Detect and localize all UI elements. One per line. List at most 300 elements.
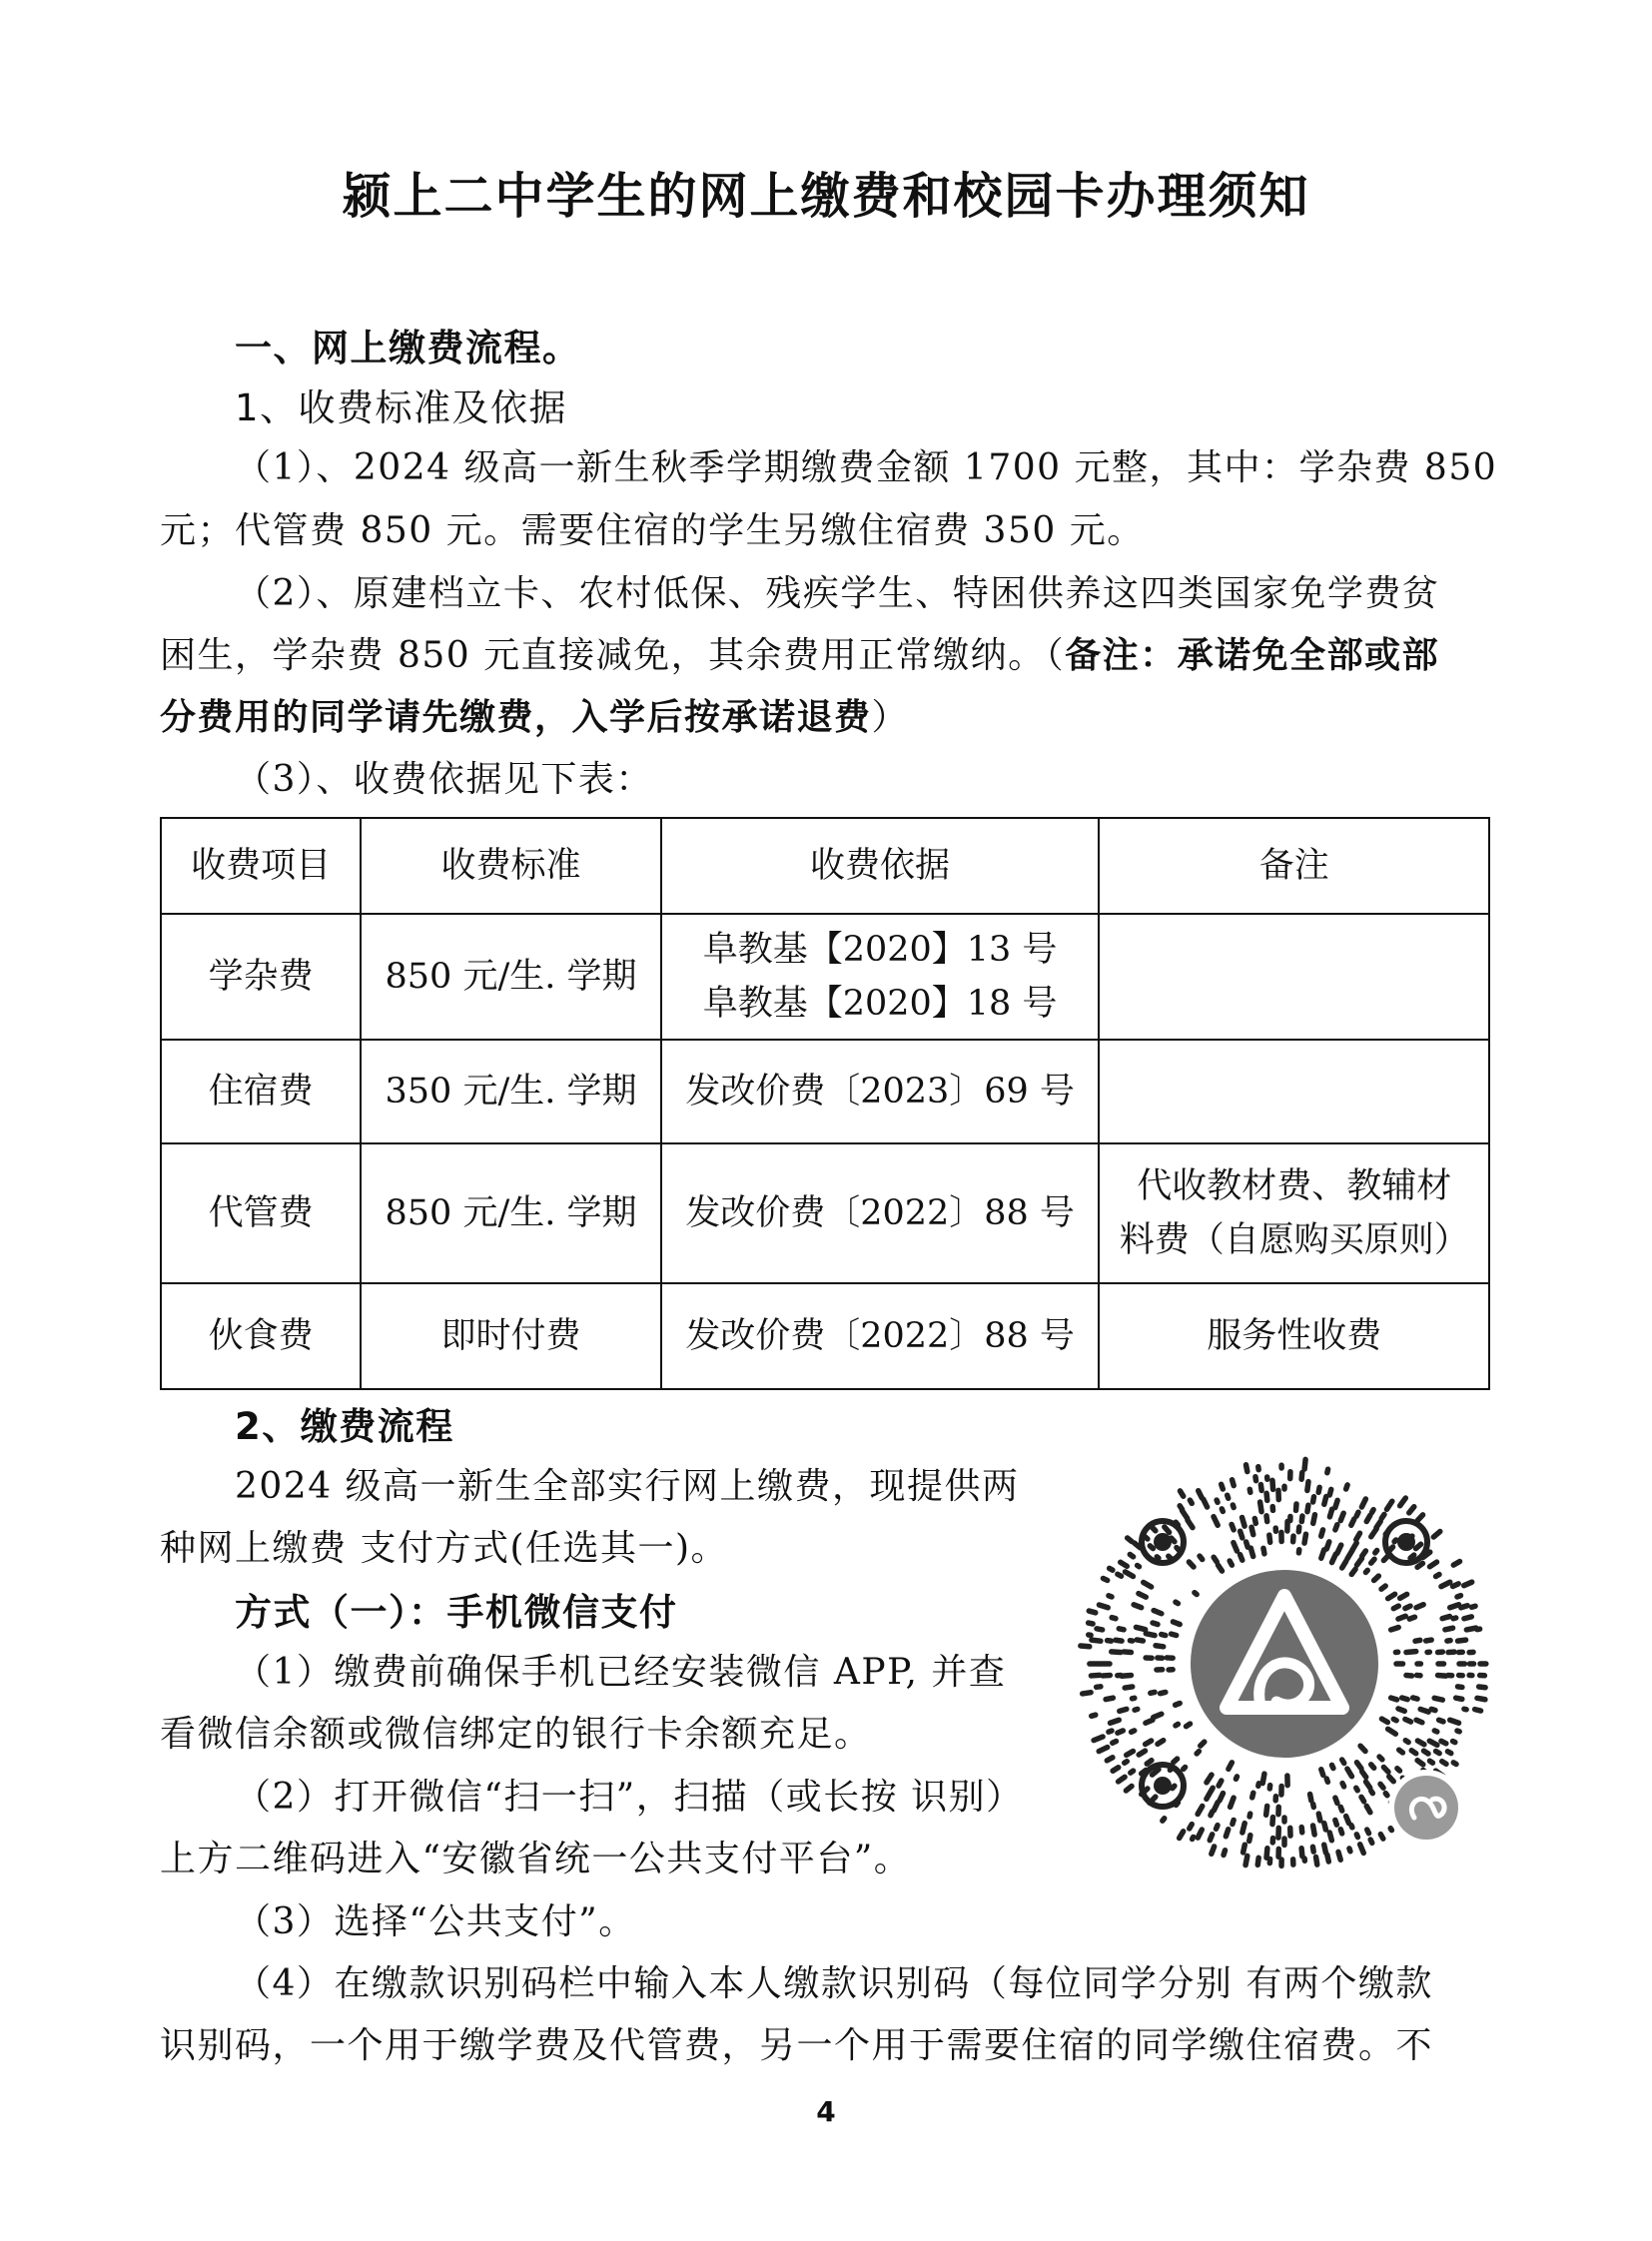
paragraph-line: （1）、2024 级高一新生秋季学期缴费金额 1700 元整，其中：学杂费 850: [235, 447, 1498, 488]
qr-dash: [1147, 1761, 1152, 1764]
qr-dash: [1200, 1556, 1203, 1559]
qr-dash: [1220, 1794, 1223, 1801]
qr-dash: [1385, 1794, 1387, 1796]
qr-dash: [1246, 1465, 1247, 1472]
qr-dash: [1214, 1517, 1218, 1526]
qr-dash: [1337, 1545, 1341, 1553]
qr-dash: [1351, 1826, 1352, 1828]
qr-dash: [1207, 1775, 1212, 1783]
qr-dash: [1324, 1497, 1326, 1505]
qr-dash: [1298, 1527, 1299, 1532]
qr-dash: [1226, 1830, 1228, 1837]
qr-finder-dot: [1397, 1533, 1415, 1551]
cell-line: 阜教基【2020】13 号: [702, 929, 1058, 970]
qr-dash: [1120, 1709, 1127, 1711]
qr-dash: [1318, 1487, 1319, 1492]
qr-dash: [1242, 1517, 1245, 1526]
qr-dash: [1097, 1687, 1101, 1688]
qr-dash: [1146, 1634, 1155, 1636]
qr-dash: [1461, 1606, 1467, 1608]
qr-dash: [1342, 1784, 1344, 1787]
qr-dash: [1413, 1698, 1417, 1699]
qr-dash: [1173, 1622, 1180, 1625]
qr-dash: [1406, 1652, 1416, 1653]
qr-dash: [1139, 1751, 1145, 1755]
qr-dash: [1266, 1493, 1267, 1500]
qr-dash: [1234, 1543, 1238, 1551]
qr-dash: [1342, 1760, 1344, 1763]
qr-dash: [1416, 1544, 1421, 1548]
qr-dash: [1479, 1687, 1485, 1688]
page-number: 4: [816, 2095, 836, 2128]
qr-dash: [1393, 1606, 1398, 1609]
qr-dash: [1146, 1741, 1152, 1744]
qr-dash: [1250, 1548, 1252, 1556]
qr-dash: [1186, 1724, 1190, 1727]
qr-dash: [1335, 1525, 1337, 1530]
qr-dash: [1472, 1606, 1475, 1607]
qr-dash: [1340, 1830, 1341, 1834]
qr-dash: [1188, 1520, 1193, 1527]
paragraph-line: [160, 689, 909, 740]
qr-dash: [1318, 1814, 1320, 1821]
qr-dash: [1371, 1791, 1373, 1793]
qr-dash: [1405, 1741, 1408, 1743]
qr-dash: [1453, 1742, 1455, 1743]
qr-dash: [1154, 1611, 1162, 1614]
paragraph-text: ）: [871, 697, 910, 738]
qr-dash: [1356, 1512, 1358, 1516]
qr-dash: [1249, 1814, 1250, 1817]
qr-dash: [1260, 1502, 1261, 1512]
qr-dash: [1393, 1719, 1396, 1720]
qr-dash: [1356, 1835, 1357, 1838]
qr-dash: [1131, 1771, 1134, 1773]
qr-dash: [1434, 1731, 1437, 1732]
qr-dash: [1254, 1519, 1255, 1524]
qr-dash: [1372, 1510, 1374, 1513]
qr-dash: [1376, 1521, 1380, 1527]
qr-dash: [1379, 1757, 1382, 1760]
qr-dash: [1109, 1731, 1112, 1732]
qr-dash: [1112, 1618, 1116, 1619]
qr-dash: [1329, 1489, 1330, 1495]
cell-line: 阜教基【2020】18 号: [702, 984, 1058, 1024]
qr-dash: [1335, 1798, 1337, 1803]
qr-dash: [1371, 1559, 1374, 1563]
table-cell: 350 元/生. 学期: [361, 1040, 660, 1143]
qr-dash: [1442, 1617, 1449, 1619]
qr-dash: [1301, 1849, 1302, 1857]
qr-dash: [1125, 1687, 1133, 1688]
qr-dash: [1230, 1561, 1232, 1565]
qr-dash: [1391, 1628, 1399, 1630]
qr-dash: [1464, 1582, 1472, 1586]
qr-dash: [1398, 1616, 1405, 1619]
qr-dash: [1409, 1617, 1414, 1619]
qr-dash: [1307, 1505, 1308, 1511]
qr-dash: [1380, 1784, 1383, 1788]
qr-dash: [1397, 1769, 1400, 1771]
qr-dash: [1356, 1533, 1360, 1540]
qr-dash: [1094, 1737, 1103, 1741]
table-row: [161, 1040, 1489, 1143]
qr-dash: [1453, 1584, 1459, 1587]
qr-dash: [1116, 1640, 1122, 1641]
qr-dash: [1121, 1562, 1128, 1566]
qr-dash: [1199, 1491, 1203, 1498]
wechat-mini-program-code-icon: [1077, 1456, 1492, 1871]
qr-dash: [1329, 1833, 1331, 1841]
qr-dash: [1222, 1509, 1223, 1512]
qr-finder-dot: [1154, 1533, 1172, 1551]
qr-dash: [1366, 1515, 1370, 1521]
qr-dash: [1229, 1763, 1232, 1770]
qr-dash: [1089, 1623, 1093, 1624]
qr-dash: [1331, 1765, 1332, 1768]
qr-dash: [1240, 1555, 1242, 1561]
qr-dash: [1161, 1692, 1166, 1693]
qr-dash: [1409, 1507, 1414, 1513]
qr-dash: [1138, 1566, 1140, 1567]
qr-dash: [1163, 1819, 1165, 1821]
qr-dash: [1415, 1640, 1420, 1641]
qr-dash: [1441, 1741, 1446, 1743]
table-cell: 服务性收费: [1099, 1283, 1489, 1389]
qr-dash: [1111, 1720, 1120, 1723]
qr-dash: [1081, 1646, 1090, 1647]
qr-dash: [1113, 1768, 1119, 1771]
qr-dash: [1356, 1763, 1360, 1769]
paragraph-line: 元；代管费 850 元。需要住宿的学生另缴住宿费 350 元。: [160, 510, 1145, 551]
qr-dash: [1429, 1741, 1437, 1745]
qr-dash: [1201, 1742, 1205, 1746]
qr-dash: [1157, 1557, 1159, 1558]
qr-dash: [1233, 1480, 1235, 1486]
qr-dash: [1417, 1563, 1422, 1567]
qr-dash: [1176, 1602, 1178, 1603]
qr-dash: [1442, 1762, 1446, 1765]
qr-dash: [1340, 1807, 1341, 1811]
qr-dash: [1450, 1605, 1459, 1608]
qr-dash: [1327, 1469, 1328, 1473]
qr-dash: [1361, 1499, 1365, 1507]
qr-dash: [1450, 1720, 1459, 1723]
qr-dash: [1400, 1498, 1406, 1506]
qr-dash: [1453, 1618, 1456, 1619]
table-header: 收费项目: [161, 818, 361, 914]
qr-dash: [1464, 1617, 1471, 1619]
qr-dash: [1198, 1806, 1203, 1814]
qr-dash: [1083, 1693, 1091, 1694]
qr-dash: [1266, 1516, 1267, 1522]
qr-dash: [1399, 1750, 1403, 1753]
qr-dash: [1316, 1857, 1317, 1865]
qr-dash: [1211, 1812, 1213, 1816]
qr-dash: [1119, 1629, 1124, 1630]
qr-dash: [1457, 1596, 1460, 1597]
qr-dash: [1457, 1731, 1459, 1732]
qr-dash: [1232, 1524, 1234, 1529]
mini-program-badge-icon: [1394, 1776, 1458, 1840]
qr-dash: [1439, 1720, 1443, 1722]
qr-dash: [1321, 1550, 1324, 1558]
table-cell: 代管费: [161, 1143, 361, 1283]
qr-dash: [1464, 1709, 1466, 1710]
table-row: [161, 914, 1489, 1040]
qr-dash: [1381, 1514, 1384, 1518]
qr-dash: [1313, 1515, 1315, 1524]
qr-dash: [1107, 1758, 1113, 1761]
qr-dash: [1445, 1628, 1453, 1630]
qr-dash: [1118, 1731, 1123, 1733]
qr-dash: [1233, 1820, 1234, 1824]
paragraph-line: （3）选择“公共支付”。: [235, 1901, 636, 1942]
qr-dash: [1184, 1767, 1186, 1769]
table-row: [161, 1283, 1489, 1389]
qr-dash: [1207, 1797, 1208, 1799]
qr-dash: [1190, 1825, 1193, 1829]
paragraph-line: （3）、收费依据见下表：: [235, 759, 653, 800]
qr-dash: [1405, 1606, 1410, 1608]
qr-dash: [1262, 1774, 1264, 1783]
qr-dash: [1420, 1709, 1428, 1712]
qr-dash: [1342, 1561, 1346, 1568]
qr-dash: [1326, 1779, 1327, 1782]
qr-dash: [1097, 1629, 1103, 1630]
qr-dash: [1146, 1720, 1153, 1723]
qr-dash: [1388, 1594, 1395, 1598]
qr-dash: [1313, 1826, 1315, 1835]
qr-dash: [1218, 1565, 1222, 1571]
qr-dash: [1417, 1761, 1423, 1765]
qr-dash: [1151, 1692, 1155, 1693]
qr-dash: [1390, 1829, 1391, 1831]
qr-dash: [1252, 1793, 1253, 1798]
qr-dash: [1195, 1593, 1197, 1595]
qr-dash: [1430, 1761, 1433, 1763]
qr-dash: [1458, 1687, 1462, 1688]
qr-dash: [1424, 1751, 1429, 1754]
qr-finder-dot: [1154, 1777, 1172, 1795]
qr-dash: [1125, 1762, 1128, 1764]
table-header: 备注: [1099, 818, 1489, 914]
qr-dash: [1150, 1546, 1153, 1549]
table-header: 收费标准: [361, 818, 660, 914]
qr-dash: [1112, 1652, 1121, 1653]
qr-dash: [1447, 1752, 1450, 1754]
paragraph-line: （1）缴费前确保手机已经安装微信 APP, 并查: [235, 1652, 1007, 1693]
qr-dash: [1321, 1770, 1323, 1776]
qr-dash: [1092, 1715, 1096, 1716]
qr-dash: [1406, 1675, 1412, 1676]
table-cell: 发改价费〔2023〕69 号: [661, 1040, 1100, 1143]
paragraph-line: 看微信余额或微信绑定的银行卡余额充足。: [160, 1714, 872, 1755]
qr-dash: [1222, 1484, 1224, 1489]
qr-dash: [1109, 1596, 1112, 1597]
qr-dash: [1260, 1485, 1261, 1491]
qr-dash: [1388, 1729, 1396, 1734]
qr-dash: [1127, 1752, 1134, 1756]
qr-dash: [1301, 1516, 1302, 1521]
qr-dash: [1340, 1513, 1343, 1520]
qr-dash: [1266, 1849, 1267, 1859]
qr-dash: [1128, 1538, 1132, 1541]
qr-dash: [1430, 1562, 1437, 1567]
paragraph-text: 困生，学杂费 850 元直接减免，其余费用正常缴纳。（: [160, 635, 1066, 676]
qr-dash: [1386, 1501, 1391, 1509]
table-cell: 即时付费: [361, 1283, 660, 1389]
table-cell: [661, 914, 1100, 1040]
qr-dash: [1475, 1710, 1481, 1711]
qr-dash: [1304, 1459, 1305, 1469]
qr-dash: [1456, 1698, 1462, 1699]
qr-dash: [1154, 1714, 1162, 1717]
qr-dash: [1103, 1578, 1107, 1580]
qr-dash: [1383, 1767, 1388, 1772]
table-row: [161, 1143, 1489, 1283]
qr-dash: [1137, 1640, 1143, 1641]
qr-dash: [1130, 1554, 1133, 1556]
table-cell: 发改价费〔2022〕88 号: [661, 1283, 1100, 1389]
qr-dash: [1272, 1480, 1273, 1489]
note-bold-text: 分费用的同学请先缴费，入学后按承诺退费: [160, 697, 872, 738]
qr-dash: [1180, 1832, 1184, 1839]
table-cell: 发改价费〔2022〕88 号: [661, 1143, 1100, 1283]
qr-dash: [1391, 1698, 1397, 1700]
qr-dash: [1214, 1803, 1218, 1811]
qr-dash: [1242, 1824, 1244, 1833]
qr-dash: [1099, 1748, 1107, 1752]
qr-dash: [1136, 1627, 1145, 1629]
qr-dash: [1243, 1845, 1245, 1853]
qr-dash: [1360, 1845, 1364, 1854]
qr-dash: [1158, 1741, 1164, 1745]
qr-dash: [1453, 1561, 1459, 1565]
qr-dash: [1301, 1828, 1302, 1833]
qr-dash: [1135, 1709, 1138, 1710]
subheading-fee-standard: 1、收费标准及依据: [235, 386, 568, 429]
qr-dash: [1310, 1795, 1311, 1801]
qr-dash: [1433, 1532, 1439, 1537]
qr-dash: [1119, 1777, 1125, 1782]
qr-dash: [1410, 1555, 1414, 1558]
qr-dash: [1219, 1781, 1222, 1786]
qr-dash: [1224, 1851, 1225, 1856]
qr-dash: [1156, 1646, 1164, 1647]
table-header-row: [161, 818, 1489, 914]
qr-dash: [1374, 1576, 1379, 1580]
qr-dash: [1356, 1558, 1361, 1565]
qr-dash: [1153, 1623, 1158, 1625]
qr-dash: [1434, 1698, 1442, 1700]
qr-dash: [1189, 1562, 1194, 1567]
qr-dash: [1416, 1605, 1423, 1608]
subheading-payment-process: 2、缴费流程: [235, 1405, 454, 1448]
qr-dash: [1162, 1635, 1166, 1636]
paragraph-line: （2）打开微信“扫一扫”，扫描（或长按 识别）: [235, 1777, 1024, 1818]
qr-dash: [1174, 1759, 1178, 1762]
qr-dash: [1108, 1641, 1112, 1642]
qr-dash: [1426, 1640, 1432, 1641]
qr-dash: [1360, 1746, 1365, 1751]
cell-line: 代收教材费、教辅材: [1137, 1165, 1452, 1206]
table-header: 收费依据: [661, 818, 1100, 914]
qr-dash: [1362, 1551, 1366, 1556]
qr-dash: [1249, 1489, 1250, 1492]
qr-dash: [1313, 1805, 1314, 1808]
qr-dash: [1349, 1849, 1350, 1852]
qr-dash: [1365, 1570, 1367, 1572]
qr-dash: [1351, 1569, 1355, 1574]
qr-dash: [1210, 1835, 1212, 1841]
qr-dash: [1266, 1806, 1267, 1815]
qr-dash: [1217, 1500, 1218, 1502]
paragraph-line: （4）在缴款识别码栏中输入本人缴款识别码（每位同学分别 有两个缴款: [235, 1963, 1433, 2004]
qr-dash: [1380, 1835, 1382, 1839]
qr-dash: [1356, 1788, 1357, 1791]
note-bold-text: 备注：承诺免全部或部: [1065, 635, 1440, 676]
qr-dash: [1236, 1777, 1237, 1779]
qr-dash: [1246, 1542, 1248, 1547]
qr-dash: [1312, 1847, 1313, 1852]
table-cell: [1099, 1143, 1489, 1283]
qr-dash: [1411, 1751, 1415, 1754]
qr-dash: [1172, 1634, 1177, 1635]
table-cell: [1099, 914, 1489, 1040]
paragraph-line: （2）、原建档立卡、农村低保、残疾学生、特困供养这四类国家免学费贫: [235, 573, 1440, 614]
qr-dash: [1335, 1820, 1337, 1825]
qr-code-graphic: [1077, 1456, 1492, 1871]
qr-dash: [1371, 1765, 1374, 1768]
paragraph-line: [160, 627, 1439, 678]
qr-dash: [1402, 1698, 1407, 1700]
qr-dash: [1255, 1477, 1256, 1481]
section-heading-online-payment: 一、网上缴费流程。: [235, 327, 581, 370]
qr-dash: [1375, 1551, 1377, 1553]
paragraph-line: 识别码，一个用于缴学费及代管费，另一个用于需要住宿的同学缴住宿费。不: [160, 2025, 1434, 2066]
qr-dash: [1092, 1640, 1101, 1641]
qr-dash: [1124, 1652, 1131, 1653]
qr-dash: [1134, 1605, 1141, 1608]
qr-dash: [1165, 1527, 1170, 1532]
qr-dash: [1362, 1772, 1366, 1778]
qr-dash: [1118, 1574, 1122, 1576]
qr-dash: [1251, 1527, 1253, 1534]
qr-dash: [1381, 1586, 1385, 1589]
qr-dash: [1327, 1855, 1329, 1862]
qr-dash: [1106, 1698, 1113, 1699]
qr-dash: [1113, 1742, 1117, 1744]
qr-dash: [1190, 1500, 1192, 1503]
qr-dash: [1321, 1530, 1323, 1536]
paragraph-line: 种网上缴费 支付方式(任选其一)。: [160, 1528, 729, 1569]
qr-dash: [1338, 1852, 1340, 1860]
qr-dash: [1477, 1698, 1485, 1699]
cell-line: 料费（自愿购买原则）: [1119, 1220, 1469, 1260]
qr-dash: [1198, 1830, 1202, 1838]
table-cell: [1099, 1040, 1489, 1143]
qr-dash: [1381, 1719, 1387, 1722]
qr-dash: [1366, 1806, 1370, 1812]
qr-dash: [1347, 1769, 1352, 1777]
qr-dash: [1272, 1818, 1273, 1825]
qr-dash: [1257, 1858, 1258, 1865]
qr-dash: [1240, 1531, 1242, 1538]
qr-dash: [1132, 1731, 1135, 1732]
qr-dash: [1431, 1709, 1435, 1710]
qr-dash: [1324, 1845, 1326, 1853]
